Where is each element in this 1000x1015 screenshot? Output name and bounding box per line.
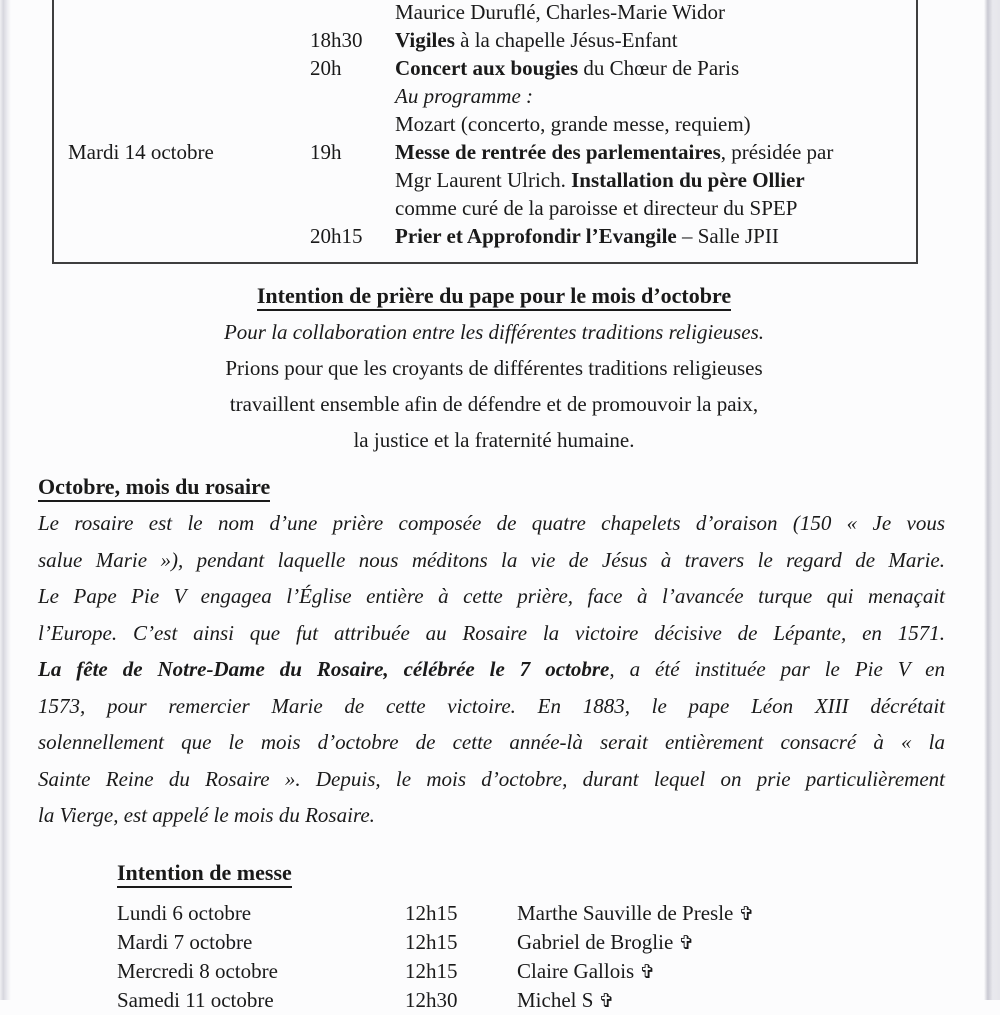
pope-intention-line: Prions pour que les croyants de différentes traditions religieuses bbox=[225, 356, 763, 380]
schedule-time-cell bbox=[310, 110, 395, 138]
mass-intentions-title-text: Intention de messe bbox=[117, 860, 292, 888]
text-segment: La fête de Notre-Dame du Rosaire, célébrée le 7 octobre bbox=[38, 657, 610, 681]
schedule-event-cell bbox=[395, 138, 910, 166]
mass-name-cell bbox=[517, 899, 927, 928]
schedule-event-cell bbox=[395, 26, 910, 54]
rosary-line bbox=[38, 578, 945, 615]
deceased-name: Gabriel de Broglie bbox=[517, 930, 679, 954]
mass-time-cell: 12h30 bbox=[405, 988, 458, 1012]
rosary-section-body bbox=[38, 505, 945, 834]
schedule-event-cell bbox=[395, 166, 910, 194]
rosary-title-text: Octobre, mois du rosaire bbox=[38, 474, 270, 502]
text-segment: du Chœur de Paris bbox=[578, 56, 740, 80]
schedule-event-cell bbox=[395, 110, 910, 138]
text-segment: solennellement que le mois d’octobre de cette année-là serait entièrement consacré à « la bbox=[38, 730, 945, 754]
schedule-day-cell bbox=[68, 166, 310, 194]
mass-name-cell bbox=[517, 928, 927, 957]
text-segment: Maurice Duruflé, Charles-Marie Widor bbox=[395, 0, 725, 24]
page-edge-right bbox=[984, 0, 1000, 1000]
pope-intention-section bbox=[38, 278, 950, 458]
schedule-time-cell bbox=[310, 0, 395, 26]
schedule-event-cell bbox=[395, 222, 910, 250]
page-edge-left bbox=[0, 0, 11, 1000]
text-segment: Concert aux bougies bbox=[395, 56, 579, 80]
text-segment: Sainte Reine du Rosaire ». Depuis, le mois d’octobre, durant lequel on prie particulièrement bbox=[38, 766, 945, 791]
mass-intentions-title bbox=[117, 859, 292, 886]
mass-time-cell: 12h15 bbox=[405, 959, 458, 983]
schedule-row bbox=[68, 110, 910, 138]
schedule-time-cell: 20h bbox=[310, 56, 342, 80]
text-segment: Mozart (concerto, grande messe, requiem) bbox=[395, 112, 751, 136]
text-segment: – Salle JPII bbox=[676, 224, 779, 248]
mass-intention-row bbox=[117, 986, 927, 1015]
schedule-time-cell: 20h15 bbox=[310, 224, 363, 248]
events-schedule-box bbox=[52, 0, 918, 264]
text-segment: salue Marie »), pendant laquelle nous méditons la vie de Jésus à travers le regard de Marie. bbox=[38, 547, 945, 572]
cross-icon: ✞ bbox=[678, 932, 695, 954]
schedule-event-cell bbox=[395, 194, 910, 222]
pope-intention-line: travaillent ensemble afin de défendre et de promouvoir la paix, bbox=[229, 392, 759, 416]
cross-icon: ✞ bbox=[598, 990, 615, 1012]
mass-name-cell bbox=[517, 957, 927, 986]
text-segment: , présidée par bbox=[720, 140, 834, 164]
schedule-day-cell bbox=[68, 0, 310, 26]
text-segment: l’Europe. C’est ainsi que fut attribuée au Rosaire la victoire décisive de Lépante, en 1571. bbox=[38, 620, 945, 645]
rosary-line bbox=[38, 615, 945, 652]
schedule-day-cell: Mardi 14 octobre bbox=[68, 140, 214, 164]
pope-intention-title-text: Intention de prière du pape pour le mois d’octobre bbox=[257, 283, 731, 311]
schedule-day-cell bbox=[68, 222, 310, 250]
mass-name-cell bbox=[517, 986, 927, 1015]
schedule-row bbox=[68, 0, 910, 26]
schedule-event-cell bbox=[395, 82, 910, 110]
text-segment: Vigiles bbox=[395, 28, 455, 52]
mass-intentions-table bbox=[117, 899, 927, 1015]
rosary-line bbox=[38, 505, 945, 542]
mass-day-cell: Mardi 7 octobre bbox=[117, 930, 253, 954]
schedule-time-cell bbox=[310, 166, 395, 194]
rosary-line bbox=[38, 542, 945, 579]
schedule-row bbox=[68, 166, 910, 194]
schedule-row bbox=[68, 222, 910, 250]
text-segment: Installation du père Ollier bbox=[571, 168, 805, 192]
mass-intention-row bbox=[117, 899, 927, 928]
text-segment: Mgr Laurent Ulrich. bbox=[395, 168, 572, 192]
schedule-day-cell bbox=[68, 54, 310, 82]
mass-intention-row bbox=[117, 928, 927, 957]
text-segment: la Vierge, est appelé le mois du Rosaire. bbox=[38, 803, 375, 827]
schedule-time-cell bbox=[310, 82, 395, 110]
schedule-day-cell bbox=[68, 26, 310, 54]
schedule-time-cell bbox=[310, 194, 395, 222]
text-segment: Messe de rentrée des parlementaires bbox=[395, 140, 721, 164]
text-segment: Le Pape Pie V engagea l’Église entière à cette prière, face à l’avancée turque qui menaçait bbox=[38, 584, 945, 608]
mass-day-cell: Mercredi 8 octobre bbox=[117, 959, 278, 983]
text-segment: Prier et Approfondir l’Evangile bbox=[395, 224, 677, 248]
mass-time-cell: 12h15 bbox=[405, 930, 458, 954]
deceased-name: Michel S bbox=[517, 988, 599, 1012]
cross-icon: ✞ bbox=[738, 903, 755, 925]
mass-day-cell: Lundi 6 octobre bbox=[117, 901, 252, 925]
text-segment: , a été instituée par le Pie V en bbox=[609, 657, 945, 681]
mass-intention-row bbox=[117, 957, 927, 986]
cross-icon: ✞ bbox=[639, 961, 656, 983]
schedule-row bbox=[68, 26, 910, 54]
schedule-day-cell bbox=[68, 194, 310, 222]
mass-day-cell: Samedi 11 octobre bbox=[117, 988, 274, 1012]
schedule-day-cell bbox=[68, 82, 310, 110]
rosary-line bbox=[38, 651, 945, 688]
text-segment: Au programme : bbox=[395, 84, 534, 108]
text-segment: comme curé de la paroisse et directeur du SPEP bbox=[395, 196, 798, 220]
schedule-event-cell bbox=[395, 54, 910, 82]
rosary-line bbox=[38, 688, 945, 725]
schedule-row bbox=[68, 194, 910, 222]
deceased-name: Marthe Sauville de Presle bbox=[517, 901, 739, 925]
schedule-row bbox=[68, 138, 910, 166]
text-segment: à la chapelle Jésus-Enfant bbox=[454, 28, 678, 52]
schedule-table-body bbox=[68, 0, 910, 250]
schedule-event-cell bbox=[395, 0, 910, 26]
deceased-name: Claire Gallois bbox=[517, 959, 640, 983]
pope-intention-line: Pour la collaboration entre les différentes traditions religieuses. bbox=[223, 320, 765, 344]
schedule-day-cell bbox=[68, 110, 310, 138]
rosary-line bbox=[38, 761, 945, 798]
pope-intention-line: la justice et la fraternité humaine. bbox=[353, 428, 635, 452]
pope-intention-lines bbox=[38, 314, 950, 458]
text-segment: Le rosaire est le nom d’une prière composée de quatre chapelets d’oraison (150 « Je vous bbox=[38, 511, 945, 535]
mass-time-cell: 12h15 bbox=[405, 901, 458, 925]
text-segment: 1573, pour remercier Marie de cette victoire. En 1883, le pape Léon XIII décrétait bbox=[38, 693, 945, 718]
rosary-section-title bbox=[38, 474, 270, 500]
schedule-row bbox=[68, 54, 910, 82]
schedule-time-cell: 19h bbox=[310, 140, 342, 164]
rosary-line bbox=[38, 724, 945, 761]
schedule-row bbox=[68, 82, 910, 110]
rosary-line bbox=[38, 797, 945, 834]
pope-intention-title bbox=[38, 278, 950, 314]
schedule-time-cell: 18h30 bbox=[310, 28, 363, 52]
